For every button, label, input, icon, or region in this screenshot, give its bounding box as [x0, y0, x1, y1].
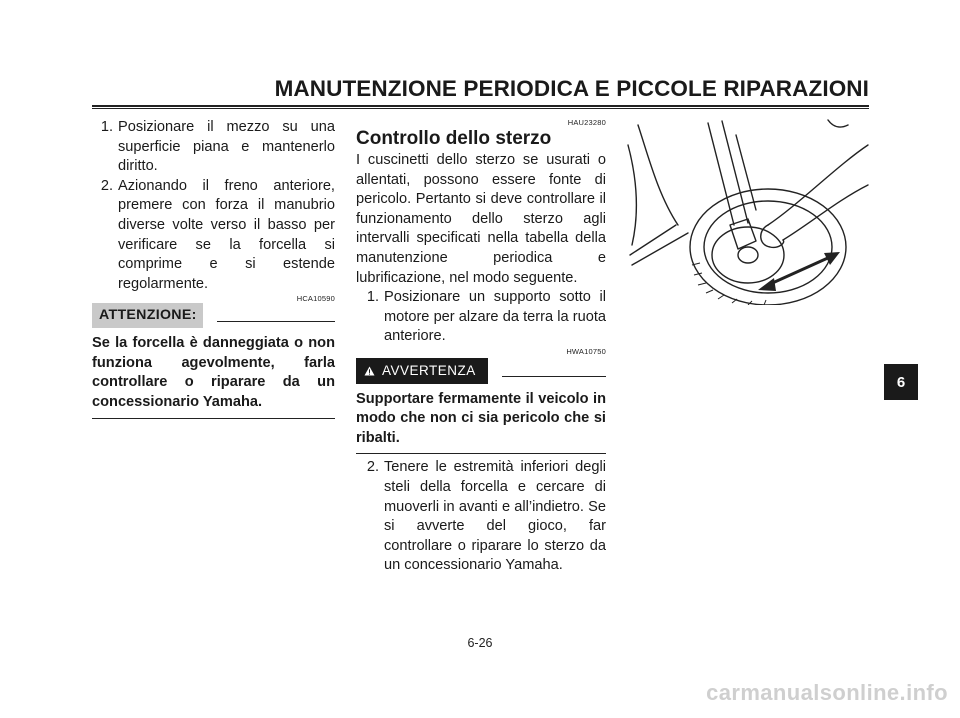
- item-number: 1.: [366, 289, 379, 306]
- warning-text: Supportare fermamente il veicolo in modo che non ci sia pericolo che si ribalti.: [356, 390, 606, 446]
- warning-badge: [356, 358, 488, 384]
- item-text: Posizionare il mezzo su una superficie piana e mantenerlo diritto.: [118, 119, 335, 175]
- item-text: Azionando il freno anteriore, premere con forza il manubrio diverse volte verso il basso per verificare se la forcella si comprime e si estende regolarmente.: [118, 177, 335, 292]
- warning-end-rule: [356, 453, 606, 454]
- item-number: 1.: [100, 119, 113, 135]
- warning-code: HWA10750: [566, 346, 606, 356]
- warning-header: [356, 358, 606, 384]
- page-number: 6-26: [467, 636, 493, 650]
- caution-code: HCA10590: [296, 294, 335, 304]
- list-item: [358, 458, 606, 576]
- list-item: [92, 177, 335, 295]
- caution-text: Se la forcella è danneggiata o non funziona agevolmente, farla controllare o riparare da un concessionario Yamaha.: [92, 334, 335, 410]
- list-item: [358, 288, 606, 347]
- intro-paragraph: I cuscinetti dello sterzo se usurati o allentati, possono essere fonte di pericolo. Pertanto si deve controllare il funzionamento dello sterzo agli intervalli specificati nella tabella della manutenzione periodica e lubrificazione, nel modo seguente.: [356, 152, 606, 286]
- item-text: Posizionare un supporto sotto il motore per alzare da terra la ruota anteriore.: [384, 289, 606, 345]
- caution-end-rule: [92, 418, 335, 419]
- item-number: 2.: [366, 459, 379, 476]
- middle-column: [356, 118, 606, 576]
- steering-check-illustration: [618, 115, 870, 305]
- caution-rule: [217, 321, 335, 322]
- warning-rule: [502, 376, 606, 377]
- page-header-title: MANUTENZIONE PERIODICA E PICCOLE RIPARAZIONI: [274, 76, 869, 101]
- warning-label: AVVERTENZA: [382, 362, 476, 378]
- chapter-tab: 6: [884, 364, 918, 400]
- watermark: carmanualsonline.info: [706, 680, 948, 705]
- section-code: HAU23280: [567, 118, 606, 127]
- warning-triangle-icon: [364, 366, 375, 376]
- item-number: 2.: [100, 177, 113, 194]
- item-text: Tenere le estremità inferiori degli steli della forcella e cercare di muoverli in avanti e all’indietro. Se si avverte del gioco, far controllare o riparare lo sterzo da un concessionario Yamaha.: [384, 459, 606, 574]
- section-title: Controllo dello sterzo: [356, 128, 552, 149]
- caution-badge: ATTENZIONE:: [92, 303, 203, 328]
- list-item: [92, 118, 335, 177]
- caution-header: [92, 303, 335, 328]
- header-rule: [92, 105, 869, 109]
- left-column: [92, 118, 335, 419]
